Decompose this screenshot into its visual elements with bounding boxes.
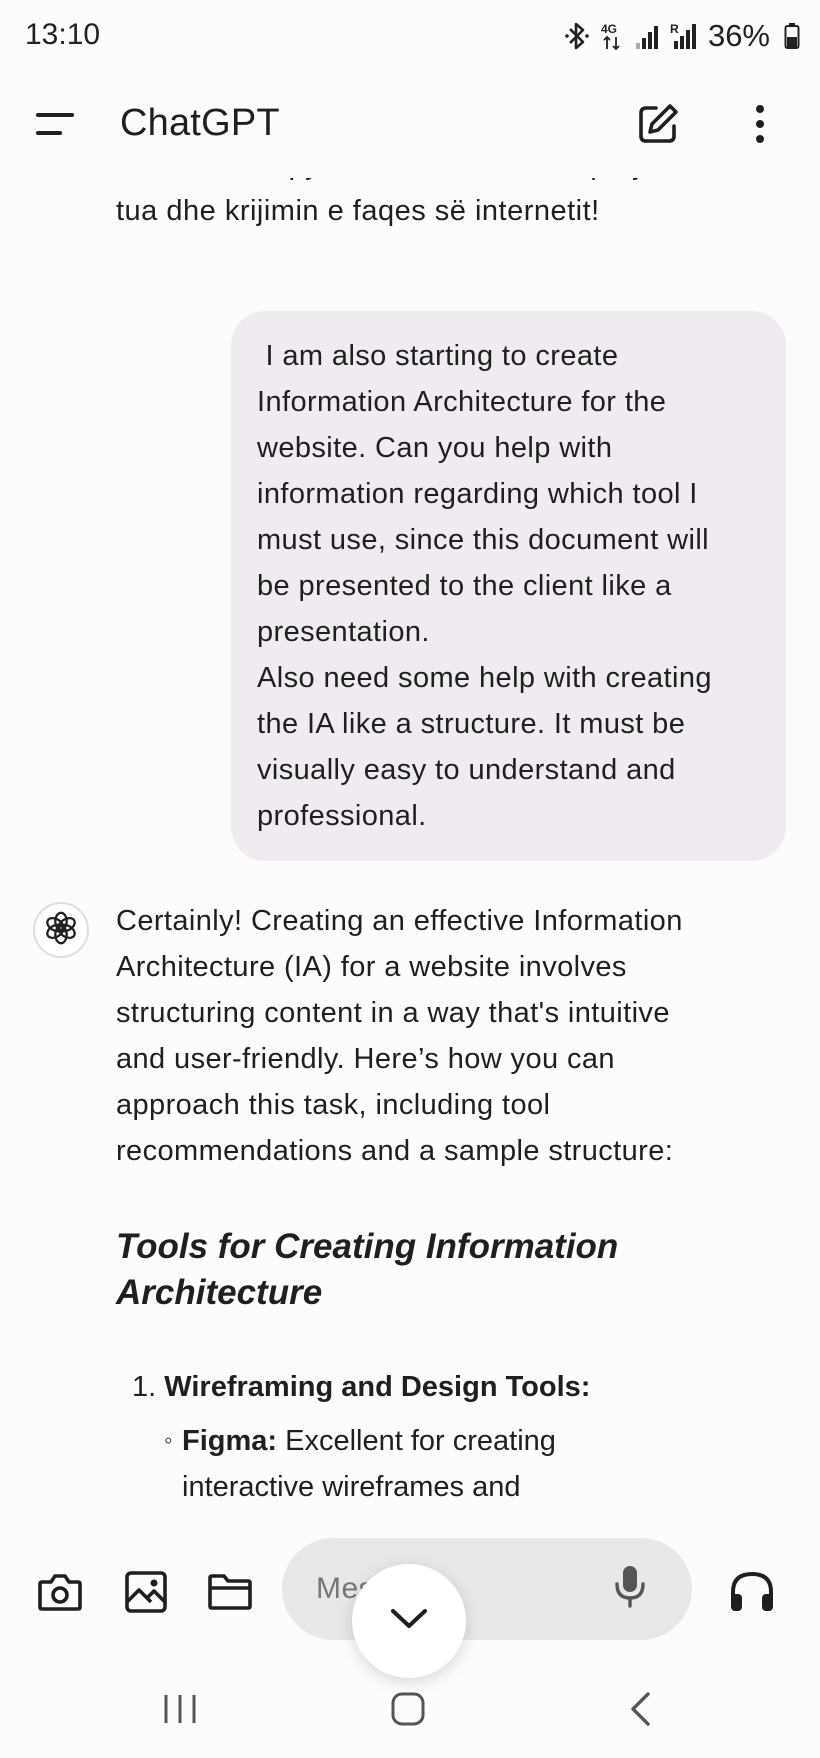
message-input-container[interactable] xyxy=(282,1538,692,1640)
app-bar xyxy=(0,74,820,178)
image-button[interactable] xyxy=(118,1566,174,1622)
recent-apps-button[interactable] xyxy=(150,1686,210,1736)
new-chat-icon xyxy=(636,102,680,151)
sub-item-label: Figma: xyxy=(182,1425,278,1457)
dictation-button[interactable] xyxy=(602,1560,658,1616)
message-line: the IA like a structure. It must be xyxy=(257,708,686,740)
chat-area[interactable] xyxy=(0,178,820,1518)
home-button[interactable] xyxy=(378,1686,438,1736)
sub-list-item xyxy=(164,1418,782,1510)
back-icon xyxy=(628,1691,652,1732)
more-vert-icon xyxy=(754,104,766,149)
svg-text:R: R xyxy=(669,22,679,36)
message-line: Also need some help with creating xyxy=(257,662,712,694)
recent-apps-icon xyxy=(162,1692,198,1731)
bluetooth-icon xyxy=(564,21,590,51)
back-button[interactable] xyxy=(610,1686,670,1736)
home-icon xyxy=(390,1691,426,1732)
list-item-label: Wireframing and Design Tools: xyxy=(164,1371,591,1403)
message-line: Information Architecture for the xyxy=(257,386,667,418)
headphones-icon xyxy=(728,1570,776,1619)
voice-mode-button[interactable] xyxy=(722,1566,782,1622)
menu-icon xyxy=(34,109,78,144)
status-icons xyxy=(564,16,800,56)
list-number: 1. xyxy=(132,1371,157,1403)
sub-item-text: interactive wireframes and xyxy=(182,1471,521,1503)
assistant-message xyxy=(116,898,796,1174)
new-chat-button[interactable] xyxy=(630,98,686,154)
message-line: website. Can you help with xyxy=(257,432,613,464)
status-bar xyxy=(0,0,820,74)
sub-item-text: Excellent for creating xyxy=(277,1425,556,1457)
camera-icon xyxy=(37,1571,83,1618)
battery-icon xyxy=(784,22,800,50)
message-line: I am also starting to create xyxy=(257,340,619,372)
assistant-avatar xyxy=(33,902,89,958)
mic-icon xyxy=(614,1564,646,1613)
scroll-to-bottom-button[interactable] xyxy=(352,1564,466,1678)
message-line: must use, since this document will xyxy=(257,524,709,556)
folder-button[interactable] xyxy=(202,1566,258,1622)
chevron-down-icon xyxy=(389,1607,429,1636)
bullet-icon: ◦ xyxy=(164,1427,173,1454)
heading-line: Tools for Creating Information xyxy=(116,1227,619,1266)
message-line: recommendations and a sample structure: xyxy=(116,1135,674,1167)
image-icon xyxy=(124,1570,168,1619)
openai-logo-icon xyxy=(42,909,80,952)
message-line: Certainly! Creating an effective Information xyxy=(116,905,683,937)
message-line: presentation. xyxy=(257,616,430,648)
list-item xyxy=(132,1364,590,1410)
message-line: tua dhe krijimin e faqes së internetit! xyxy=(116,195,600,227)
message-line: professional. xyxy=(257,800,427,832)
heading-line: Architecture xyxy=(116,1273,323,1312)
4g-icon xyxy=(600,21,624,51)
camera-button[interactable] xyxy=(32,1566,88,1622)
more-options-button[interactable] xyxy=(732,98,788,154)
message-line: Architecture (IA) for a website involves xyxy=(116,951,627,983)
user-message-bubble[interactable] xyxy=(231,311,786,861)
roaming-signal-icon xyxy=(670,21,698,51)
folder-icon xyxy=(207,1572,253,1617)
svg-text:4G: 4G xyxy=(600,22,617,36)
message-line: visually easy to understand and xyxy=(257,754,676,786)
section-heading xyxy=(116,1224,796,1316)
signal-icon xyxy=(634,21,660,51)
message-line: be presented to the client like a xyxy=(257,570,672,602)
message-line: and user-friendly. Here’s how you can xyxy=(116,1043,615,1075)
message-line: structuring content in a way that's intuitive xyxy=(116,997,670,1029)
app-title: ChatGPT xyxy=(120,102,280,144)
battery-percent: 36% xyxy=(707,18,770,53)
status-time: 13:10 xyxy=(25,18,101,51)
menu-button[interactable] xyxy=(28,98,84,154)
message-line: approach this task, including tool xyxy=(116,1089,551,1121)
message-line: information regarding which tool I xyxy=(257,478,698,510)
